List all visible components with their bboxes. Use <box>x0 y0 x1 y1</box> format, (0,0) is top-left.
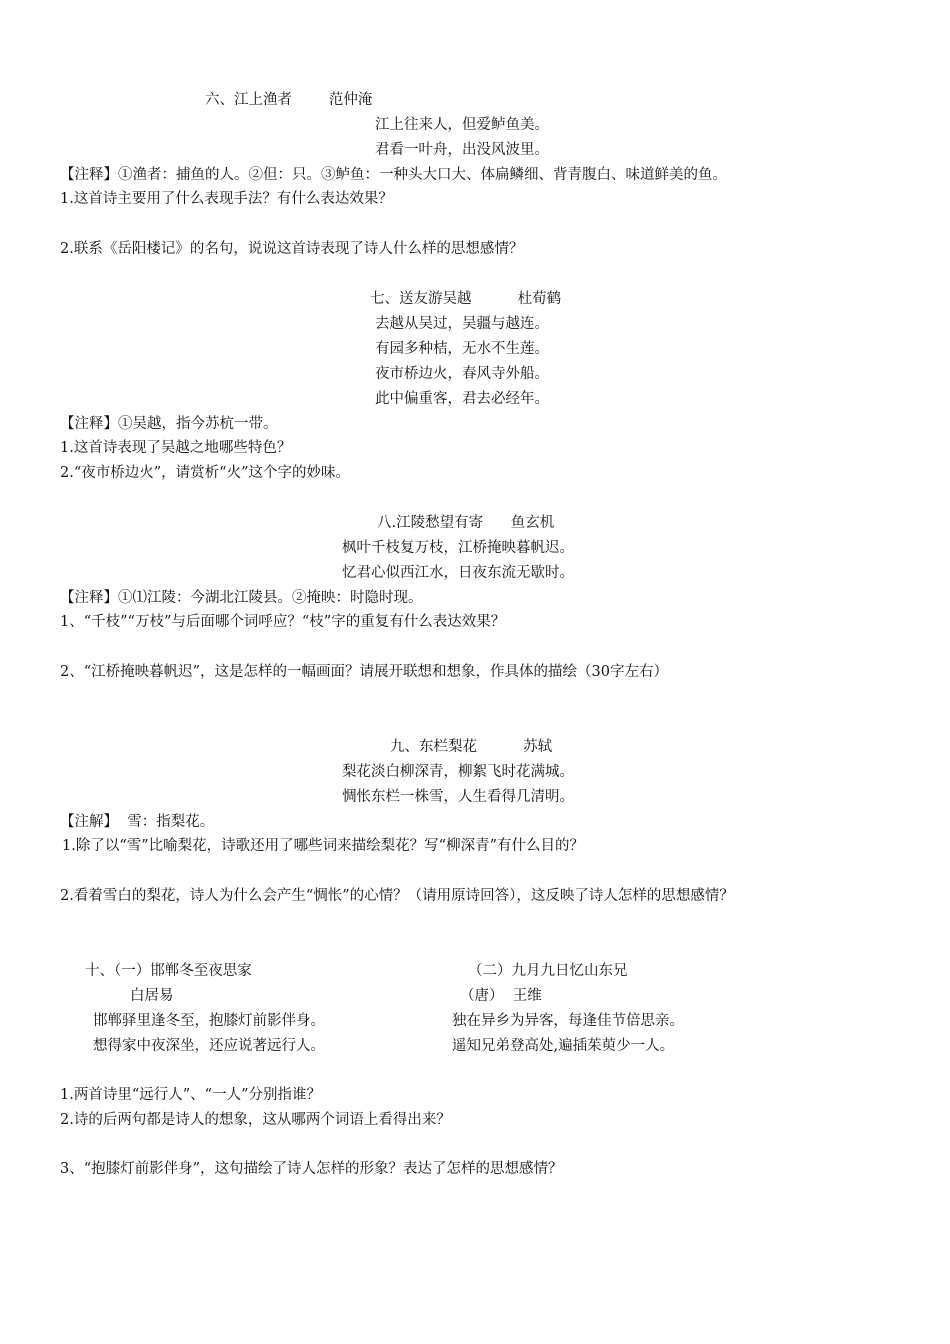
poem-9-note: 【注解】 雪：指梨花。 <box>60 814 215 830</box>
poem-10-right-line-1: 独在异乡为异客，每逢佳节倍思亲。 <box>452 1013 684 1029</box>
poem-10-left-line-2: 想得家中夜深坐，还应说著远行人。 <box>93 1038 325 1054</box>
poem-10-question-1: 1.两首诗里“远行人”、“一人”分别指谁？ <box>60 1087 321 1103</box>
poem-10-left-line-1: 邯郸驿里逢冬至，抱膝灯前影伴身。 <box>93 1013 325 1029</box>
poem-10-left-title: 十、（一）邯郸冬至夜思家 <box>85 963 252 979</box>
poem-9-question-1: 1.除了以“雪”比喻梨花，诗歌还用了哪些词来描绘梨花？写“柳深青”有什么目的？ <box>62 838 584 854</box>
poem-8-line-1: 枫叶千枝复万枝，江桥掩映暮帆迟。 <box>342 540 574 556</box>
poem-10-right-line-2: 遥知兄弟登高处,遍插茱萸少一人。 <box>452 1038 675 1054</box>
poem-9-question-2: 2.看着雪白的梨花，诗人为什么会产生“惆怅”的心情？（请用原诗回答），这反映了诗人怎样的思想感情？ <box>60 888 734 904</box>
poem-8-title: 八.江陵愁望有寄 鱼玄机 <box>377 515 555 531</box>
poem-9-line-2: 惆怅东栏一株雪，人生看得几清明。 <box>342 789 574 805</box>
poem-8-line-2: 忆君心似西江水，日夜东流无歇时。 <box>342 565 574 581</box>
poem-8-question-2: 2、“江桥掩映暮帆迟”，这是怎样的一幅画面？请展开联想和想象，作具体的描绘（30字左右） <box>60 664 668 680</box>
poem-7-line-3: 夜市桥边火，春风寺外船。 <box>375 366 549 382</box>
poem-10-question-2: 2.诗的后两句都是诗人的想象，这从哪两个词语上看得出来？ <box>60 1112 451 1128</box>
poem-7-line-2: 有园多种桔，无水不生莲。 <box>375 341 549 357</box>
poem-6-note: 【注释】①渔者：捕鱼的人。②但：只。③鲈鱼：一种头大口大、体扁鳞细、背青腹白、味道鲜美的鱼。 <box>60 167 727 183</box>
poem-7-title: 七、送友游吴越 杜荀鹤 <box>370 291 562 307</box>
poem-6-question-2: 2.联系《岳阳楼记》的名句，说说这首诗表现了诗人什么样的思想感情？ <box>60 241 524 257</box>
poem-10-right-author: （唐） 王维 <box>460 988 542 1004</box>
poem-9-title: 九、东栏梨花 苏轼 <box>390 739 553 755</box>
poem-10-question-3: 3、“抱膝灯前影伴身”，这句描绘了诗人怎样的形象？表达了怎样的思想感情？ <box>60 1161 563 1177</box>
poem-7-question-2: 2.“夜市桥边火”，请赏析“火”这个字的妙味。 <box>60 465 350 481</box>
poem-6-title: 六、江上渔者 范仲淹 <box>205 92 373 108</box>
poem-7-question-1: 1.这首诗表现了吴越之地哪些特色？ <box>60 440 292 456</box>
poem-8-question-1: 1、“千枝”“万枝”与后面哪个词呼应？“枝”字的重复有什么表达效果？ <box>60 614 506 630</box>
poem-8-note: 【注释】①⑴江陵：今湖北江陵县。②掩映：时隐时现。 <box>60 590 423 606</box>
poem-7-note: 【注释】①吴越，指今苏杭一带。 <box>60 416 278 432</box>
poem-7-line-4: 此中偏重客，君去必经年。 <box>375 391 549 407</box>
poem-6-line-1: 江上往来人，但爱鲈鱼美。 <box>375 117 549 133</box>
poem-7-line-1: 去越从吴过，吴疆与越连。 <box>375 316 549 332</box>
poem-10-right-title: （二）九月九日忆山东兄 <box>468 963 628 979</box>
poem-6-question-1: 1.这首诗主要用了什么表现手法？有什么表达效果？ <box>60 191 393 207</box>
poem-10-left-author: 白居易 <box>130 988 174 1004</box>
poem-6-line-2: 君看一叶舟，出没风波里。 <box>375 142 549 158</box>
poem-9-line-1: 梨花淡白柳深青，柳絮飞时花满城。 <box>342 764 574 780</box>
